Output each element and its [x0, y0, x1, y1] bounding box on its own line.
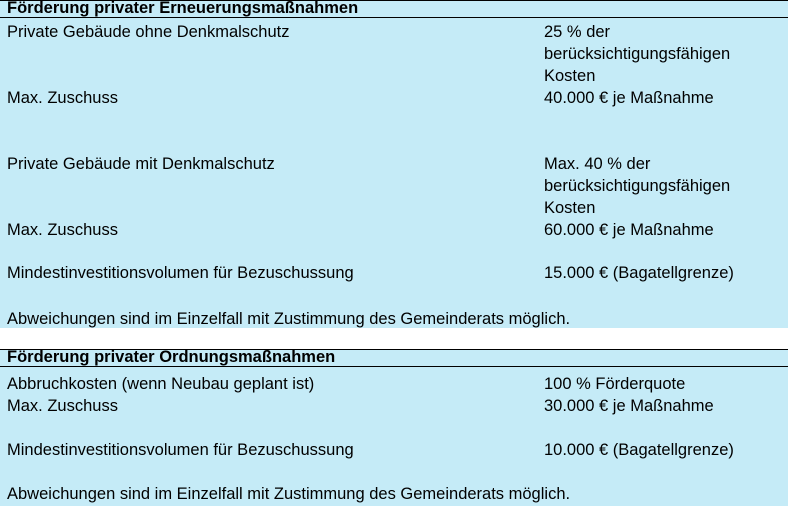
ohne-max-zuschuss-label: Max. Zuschuss	[7, 89, 118, 107]
mit-denkmalschutz-value-2: berücksichtigungsfähigen	[544, 177, 731, 195]
section-ordnung	[0, 349, 788, 506]
ohne-max-zuschuss-value: 40.000 € je Maßnahme	[544, 89, 714, 107]
mit-max-zuschuss-label: Max. Zuschuss	[7, 221, 118, 239]
ohne-denkmalschutz-label: Private Gebäude ohne Denkmalschutz	[7, 23, 290, 41]
mit-denkmalschutz-value-3: Kosten	[544, 199, 596, 217]
ohne-denkmalschutz-value-1: 25 % der	[544, 23, 611, 41]
mindestinvestition-value: 15.000 € (Bagatellgrenze)	[544, 264, 734, 282]
abweichungen-note: Abweichungen sind im Einzelfall mit Zustimmung des Gemeinderats möglich.	[7, 485, 571, 503]
section-title: Förderung privater Ordnungsmaßnahmen	[7, 348, 336, 366]
mit-denkmalschutz-label: Private Gebäude mit Denkmalschutz	[7, 155, 275, 173]
abbruchkosten-value: 100 % Förderquote	[544, 375, 686, 393]
mindestinvestition-label: Mindestinvestitionsvolumen für Bezuschussung	[7, 264, 354, 282]
section-title: Förderung privater Erneuerungsmaßnahmen	[7, 0, 359, 17]
abbruchkosten-label: Abbruchkosten (wenn Neubau geplant ist)	[7, 375, 315, 393]
abweichungen-note: Abweichungen sind im Einzelfall mit Zustimmung des Gemeinderats möglich.	[7, 310, 571, 328]
mindestinvestition-label: Mindestinvestitionsvolumen für Bezuschussung	[7, 441, 354, 459]
max-zuschuss-value: 30.000 € je Maßnahme	[544, 397, 714, 415]
max-zuschuss-label: Max. Zuschuss	[7, 397, 118, 415]
mit-denkmalschutz-value-1: Max. 40 % der	[544, 155, 651, 173]
section-header	[0, 349, 788, 367]
mindestinvestition-value: 10.000 € (Bagatellgrenze)	[544, 441, 734, 459]
ohne-denkmalschutz-value-2: berücksichtigungsfähigen	[544, 45, 731, 63]
ohne-denkmalschutz-value-3: Kosten	[544, 67, 596, 85]
section-header	[0, 0, 788, 18]
mit-max-zuschuss-value: 60.000 € je Maßnahme	[544, 221, 714, 239]
